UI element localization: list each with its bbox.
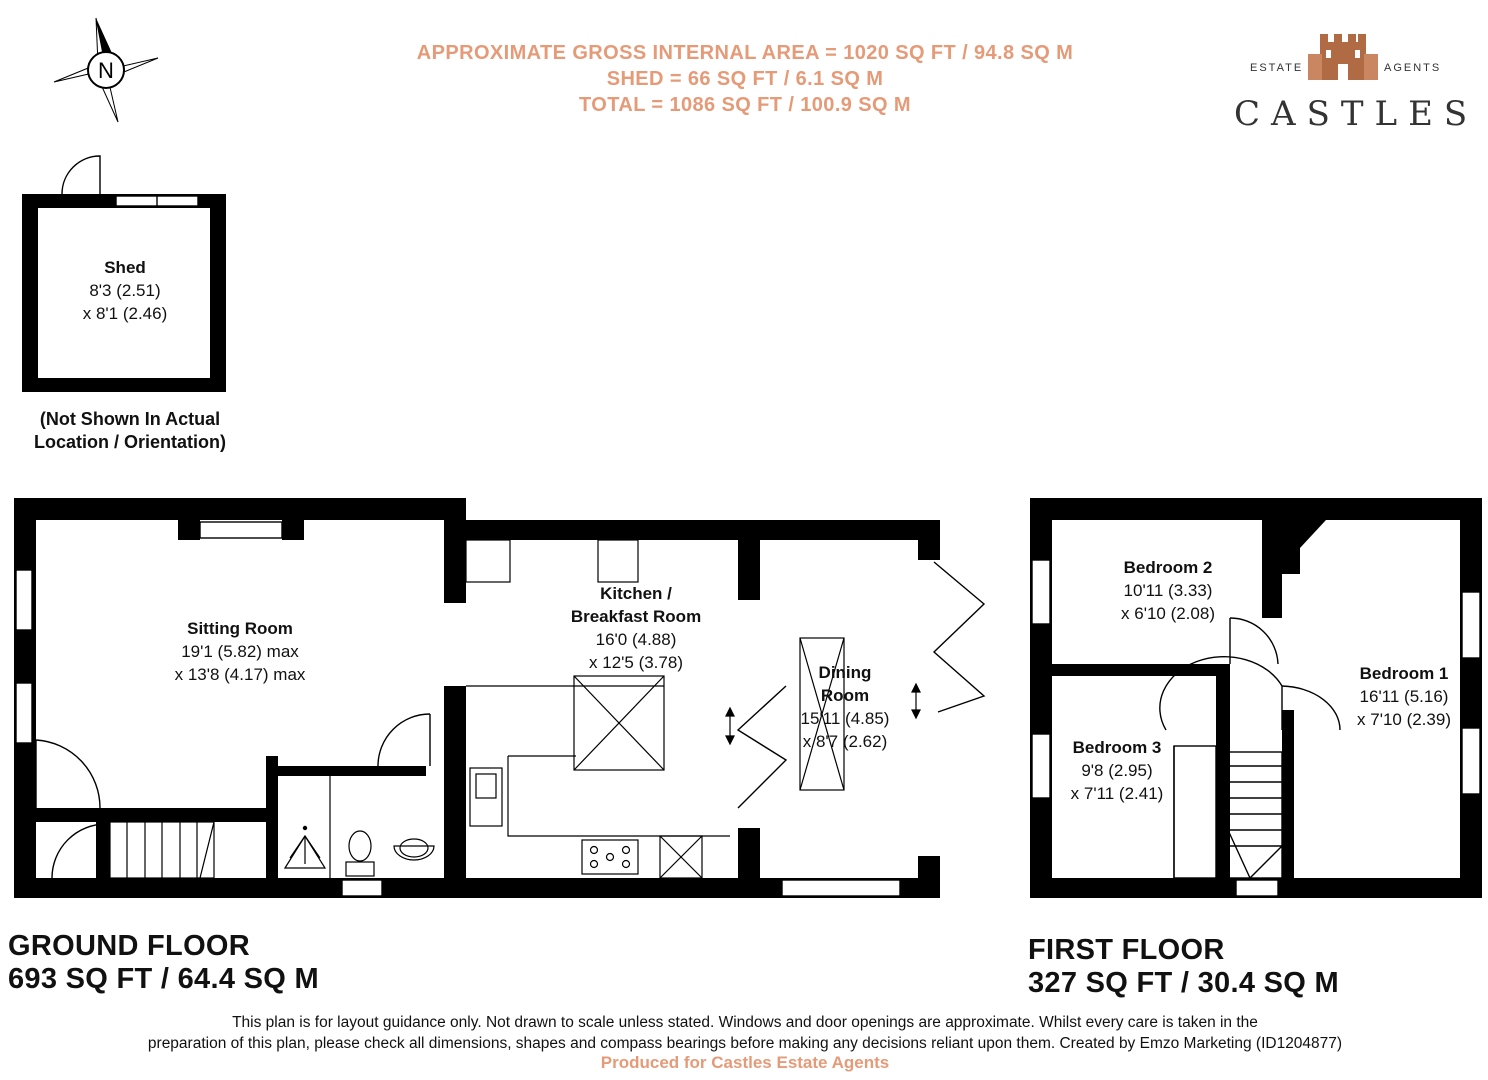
room-dimension: 8'3 (2.51): [89, 281, 161, 300]
room-name: Kitchen /: [600, 584, 672, 603]
room-bedroom-2: [1100, 556, 1236, 625]
room-dimension: 16'11 (5.16): [1359, 687, 1449, 706]
logo-agents-text: AGENTS: [1384, 62, 1442, 74]
room-dimension: x 7'11 (2.41): [1070, 784, 1164, 803]
room-dimension: x 8'1 (2.46): [82, 304, 168, 323]
room-dining-room: [780, 661, 910, 753]
shed-note-line: Location / Orientation): [34, 432, 226, 452]
room-dimension: x 12'5 (3.78): [589, 653, 683, 672]
room-name: Room: [820, 686, 870, 705]
logo-estate-text: ESTATE: [1250, 62, 1304, 74]
room-dimension: 9'8 (2.95): [1081, 761, 1153, 780]
shed-note: [10, 408, 250, 454]
room-dimension: 15'11 (4.85): [800, 709, 890, 728]
shed-note-line: (Not Shown In Actual: [39, 409, 221, 429]
room-name: Bedroom 3: [1072, 738, 1162, 757]
room-name: Sitting Room: [187, 619, 293, 638]
room-name: Bedroom 1: [1359, 664, 1449, 683]
first-floor-label: [1028, 934, 1339, 1000]
disclaimer-line: preparation of this plan, please check all dimensions, shapes and compass bearings before making any decisions reliant upon them. Created by Emzo Marketing (ID1204877): [147, 1035, 1343, 1052]
compass-letter: N: [98, 58, 114, 83]
room-kitchen-breakfast: [546, 582, 726, 674]
room-dimension: x 8'7 (2.62): [802, 732, 888, 751]
room-name: Breakfast Room: [570, 607, 702, 626]
room-name: Dining: [818, 663, 872, 682]
gross-area-line: APPROXIMATE GROSS INTERNAL AREA = 1020 SQ FT / 94.8 SQ M: [416, 42, 1074, 64]
room-dimension: x 6'10 (2.08): [1121, 604, 1215, 623]
shed-area-line: SHED = 66 SQ FT / 6.1 SQ M: [606, 68, 884, 90]
room-dimension: 10'11 (3.33): [1123, 581, 1213, 600]
logo-brand-text: CASTLES: [1234, 94, 1479, 134]
ground-floor-area: 693 SQ FT / 64.4 SQ M: [8, 963, 319, 995]
produced-for-text: Produced for Castles Estate Agents: [600, 1053, 890, 1072]
ground-floor-label: [8, 930, 319, 996]
disclaimer-line: This plan is for layout guidance only. Not drawn to scale unless stated. Windows and door openings are approximate. Whilst every care is taken in the: [232, 1014, 1258, 1031]
room-dimension: 16'0 (4.88): [595, 630, 677, 649]
room-name: Shed: [104, 258, 146, 277]
first-floor-area: 327 SQ FT / 30.4 SQ M: [1028, 967, 1339, 999]
room-dimension: 19'1 (5.82) max: [181, 642, 299, 661]
room-dimension: x 7'10 (2.39): [1357, 710, 1451, 729]
room-name: Bedroom 2: [1123, 558, 1213, 577]
room-dimension: x 13'8 (4.17) max: [174, 665, 306, 684]
first-floor-title: FIRST FLOOR: [1028, 934, 1225, 966]
room-sitting-room: [140, 617, 340, 686]
ground-floor-title: GROUND FLOOR: [8, 930, 251, 962]
disclaimer: [90, 1012, 1400, 1054]
room-shed: [60, 256, 190, 325]
total-area-line: TOTAL = 1086 SQ FT / 100.9 SQ M: [579, 94, 911, 116]
room-bedroom-3: [1052, 736, 1182, 805]
room-bedroom-1: [1336, 662, 1472, 731]
